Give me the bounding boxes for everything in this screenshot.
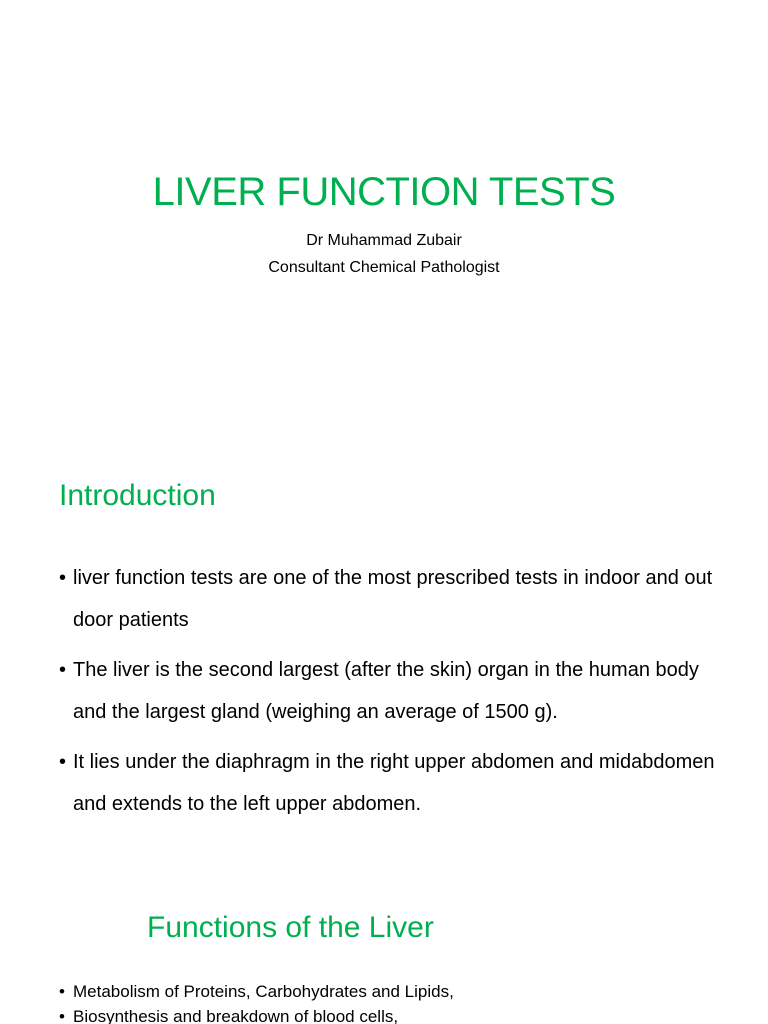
bullet-text: Metabolism of Proteins, Carbohydrates and Lipids, [73,982,454,1001]
bullet-icon: • [59,1007,65,1024]
list-item [59,649,719,733]
presentation-title: LIVER FUNCTION TESTS [152,170,616,214]
author-name: Dr Muhammad Zubair [306,232,462,249]
author-role: Consultant Chemical Pathologist [268,259,500,276]
list-item [59,979,719,1004]
functions-heading: Functions of the Liver [147,911,434,944]
list-item [59,557,719,641]
title-slide [0,0,768,420]
introduction-heading: Introduction [59,479,216,512]
list-item [59,741,719,825]
functions-slide [0,860,768,1024]
bullet-text: Biosynthesis and breakdown of blood cells, [73,1007,399,1024]
bullet-icon: • [59,659,67,681]
introduction-slide [0,420,768,860]
bullet-text: The liver is the second largest (after the skin) organ in the human body and the largest gland (weighing an average of 1500 g). [73,659,699,723]
bullet-text: It lies under the diaphragm in the right upper abdomen and midabdomen and extends to the left upper abdomen. [73,751,715,815]
bullet-icon: • [59,567,67,589]
bullet-icon: • [59,982,65,1001]
list-item [59,1004,719,1024]
bullet-text: liver function tests are one of the most prescribed tests in indoor and out door patients [73,567,713,631]
introduction-bullet-list [59,557,719,833]
bullet-icon: • [59,751,67,773]
functions-bullet-list [59,979,719,1024]
